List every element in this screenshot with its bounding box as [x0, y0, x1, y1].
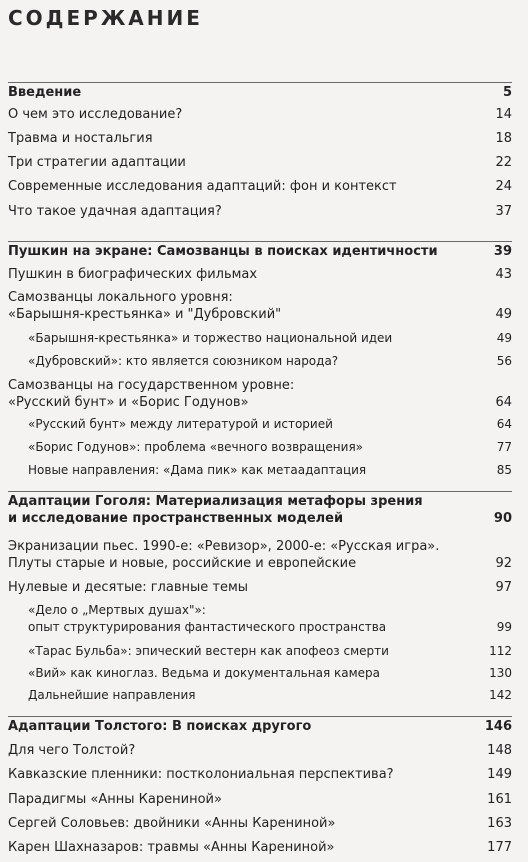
page-title: СОДЕРЖАНИЕ	[8, 6, 203, 30]
toc-entry-line: Плуты старые и новые, российские и европейские	[8, 556, 357, 571]
toc-entry-text: «Тарас Бульба»: эпический вестерн как апофеоз смерти	[28, 644, 389, 658]
toc-subentry	[28, 665, 512, 682]
toc-entry-text: Кавказские пленники: постколониальная перспектива?	[8, 767, 394, 782]
toc-entry-text: «Барышня-крестьянка» и торжество национальной идеи	[28, 331, 393, 345]
section-rule	[8, 491, 512, 492]
toc-entry-text: «Вий» как киноглаз. Ведьма и документальная камера	[28, 666, 380, 680]
toc-entry-text: «Русский бунт» между литературой и историей	[28, 417, 333, 431]
toc-entry-text: «Борис Годунов»: проблема «вечного возвращения»	[28, 440, 364, 454]
toc-entry-text: Травма и ностальгия	[8, 131, 153, 146]
toc-entry	[8, 289, 512, 323]
toc-chapter	[8, 718, 512, 735]
toc-page-number: 22	[495, 155, 512, 170]
toc-subentry	[28, 330, 512, 347]
toc-entry-text: Пушкин в биографических фильмах	[8, 267, 258, 282]
toc-page-number: 18	[495, 131, 512, 146]
toc-page-number: 5	[502, 85, 512, 100]
toc-subentry	[28, 687, 512, 704]
toc-page-number: 146	[484, 719, 512, 734]
toc-entry	[8, 791, 512, 808]
toc-subentry	[28, 643, 512, 660]
toc-page-number: 43	[495, 267, 512, 282]
toc-entry-text: Введение	[8, 85, 82, 100]
toc-entry-line: «Дело о „Мертвых душах"»:	[28, 603, 206, 617]
toc-page-number: 97	[495, 580, 512, 595]
toc-page-number: 49	[496, 331, 512, 345]
toc-entry-text: О чем это исследование?	[8, 107, 183, 122]
toc-page-number: 161	[487, 792, 512, 807]
toc-page-number: 90	[493, 511, 512, 526]
toc-subentry	[28, 462, 512, 479]
toc-entry-line: Экранизации пьес. 1990-е: «Ревизор», 2000-е: «Русская игра».	[8, 539, 440, 554]
toc-entry-line: «Русский бунт» и «Борис Годунов»	[8, 395, 249, 410]
toc-page-number: 49	[495, 307, 512, 322]
toc-page-number: 37	[495, 204, 512, 219]
toc-entry-line: Адаптации Гоголя: Материализация метафоры зрения	[8, 494, 423, 509]
toc-entry	[8, 766, 512, 783]
toc-entry	[8, 106, 512, 123]
toc-chapter	[8, 493, 512, 527]
toc-entry	[8, 579, 512, 596]
section-rule	[8, 716, 512, 717]
toc-entry	[8, 377, 512, 411]
toc-entry-text: Пушкин на экране: Самозванцы в поисках идентичности	[8, 244, 438, 259]
toc-page-number: 99	[496, 620, 512, 634]
toc-subentry	[28, 416, 512, 433]
toc-entry-text: Три стратегии адаптации	[8, 155, 186, 170]
toc-page-number: 14	[495, 107, 512, 122]
toc-entry-text: «Дубровский»: кто является союзником народа?	[28, 354, 339, 368]
toc-entry	[8, 742, 512, 759]
toc-page-number: 92	[495, 556, 512, 571]
toc-page-number: 64	[495, 395, 512, 410]
toc-entry-text	[8, 377, 484, 411]
toc-entry	[8, 538, 512, 572]
toc-entry-text	[8, 289, 484, 323]
toc-page-number: 112	[489, 644, 512, 658]
toc-page-number: 177	[487, 840, 512, 855]
toc-entry-line: опыт структурирования фантастического пространства	[28, 620, 387, 634]
toc-page-number: 149	[487, 767, 512, 782]
toc-page-number: 148	[487, 743, 512, 758]
toc-page-number: 130	[489, 666, 512, 680]
toc-entry	[8, 839, 512, 856]
toc-entry	[8, 203, 512, 220]
toc-entry-line: и исследование пространственных моделей	[8, 511, 344, 526]
toc-entry	[8, 815, 512, 832]
toc-entry-text	[8, 493, 484, 527]
section-rule	[8, 82, 512, 83]
toc-entry-text: Нулевые и десятые: главные темы	[8, 580, 249, 595]
toc-entry-text: Дальнейшие направления	[28, 688, 196, 702]
toc-entry-text	[8, 538, 484, 572]
toc-entry-text: Для чего Толстой?	[8, 743, 136, 758]
toc-subentry	[28, 353, 512, 370]
toc-entry-line: Самозванцы локального уровня:	[8, 290, 233, 305]
toc-page-number: 64	[496, 417, 512, 431]
toc-entry	[8, 154, 512, 171]
toc-page-number: 163	[487, 816, 512, 831]
toc-page-number: 56	[496, 354, 512, 368]
toc-page-number: 24	[495, 179, 512, 194]
toc-entry	[8, 178, 512, 195]
toc-entry-text: Сергей Соловьев: двойники «Анны Карениной»	[8, 816, 336, 831]
toc-chapter	[8, 84, 512, 101]
toc-entry-line: Самозванцы на государственном уровне:	[8, 378, 295, 393]
toc-subentry	[28, 602, 512, 636]
toc-page-number: 85	[496, 463, 512, 477]
toc-page-number: 39	[493, 244, 512, 259]
toc-page-number: 142	[489, 688, 512, 702]
toc-entry-line: «Барышня-крестьянка» и "Дубровский"	[8, 307, 282, 322]
toc-entry	[8, 266, 512, 283]
toc-entry-text: Карен Шахназаров: травмы «Анны Карениной»	[8, 840, 335, 855]
toc-entry-text: Что такое удачная адаптация?	[8, 204, 222, 219]
toc-chapter	[8, 243, 512, 260]
toc-entry-text: Новые направления: «Дама пик» как метаадаптация	[28, 463, 367, 477]
toc-subentry	[28, 439, 512, 456]
section-rule	[8, 241, 512, 242]
toc-entry	[8, 130, 512, 147]
toc-entry-text: Современные исследования адаптаций: фон и контекст	[8, 179, 397, 194]
toc-entry-text: Адаптации Толстого: В поисках другого	[8, 719, 312, 734]
toc-entry-text	[28, 602, 484, 636]
toc-page-number: 77	[496, 440, 512, 454]
toc-entry-text: Парадигмы «Анны Карениной»	[8, 792, 222, 807]
